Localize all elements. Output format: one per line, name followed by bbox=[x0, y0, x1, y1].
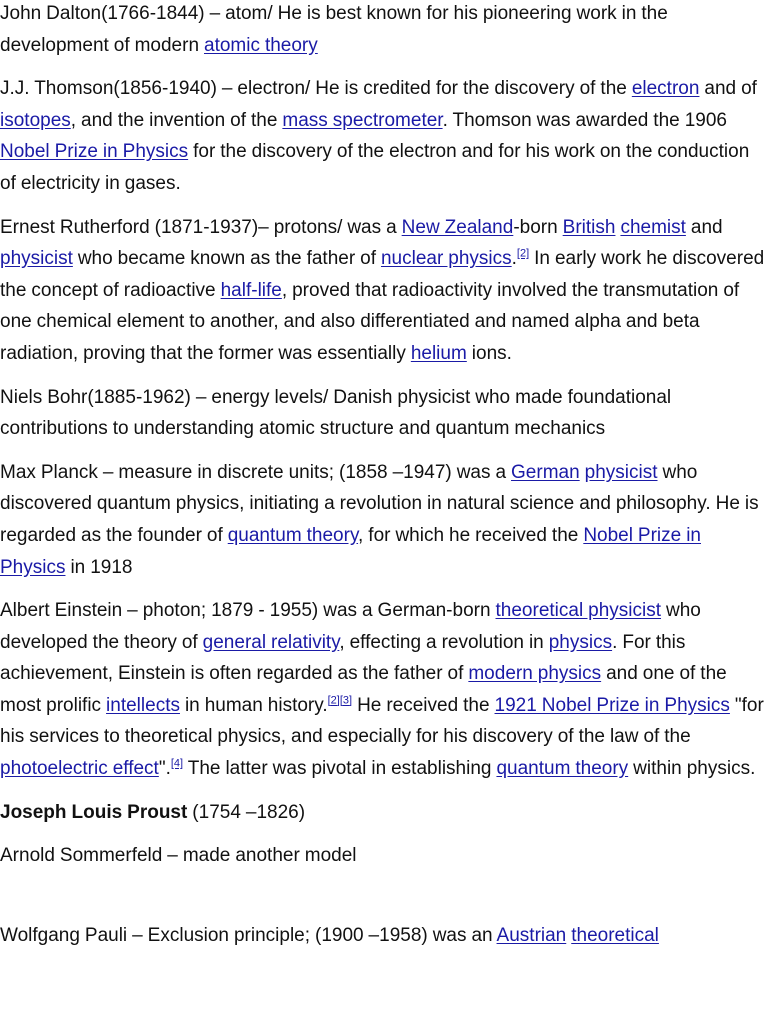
link-nuclear-physics[interactable]: nuclear physics bbox=[380, 248, 512, 270]
link-intellects[interactable]: intellects bbox=[106, 694, 180, 716]
text: and of bbox=[699, 78, 757, 100]
citation-ref bbox=[328, 695, 352, 707]
link-electron[interactable]: electron bbox=[631, 78, 700, 100]
paragraph-bohr bbox=[0, 382, 766, 445]
citation-link[interactable]: [2] bbox=[516, 247, 530, 260]
text: John Dalton(1766-1844) – atom/ He is best known for his pioneering work in the development of modern bbox=[0, 3, 668, 56]
link-physicist[interactable]: physicist bbox=[584, 461, 658, 483]
text: within physics. bbox=[628, 758, 756, 780]
citation-ref bbox=[517, 248, 529, 260]
link-new-zealand[interactable]: New Zealand bbox=[401, 216, 514, 238]
text: (1754 –1826) bbox=[187, 801, 306, 823]
text: . bbox=[511, 248, 517, 270]
link-1921-nobel-prize[interactable]: 1921 Nobel Prize in Physics bbox=[494, 694, 730, 716]
link-austrian[interactable]: Austrian bbox=[496, 924, 567, 946]
link-theoretical-physicist[interactable]: theoretical physicist bbox=[495, 600, 662, 622]
text: -born bbox=[513, 216, 563, 238]
paragraph-dalton bbox=[0, 0, 766, 61]
paragraph-thomson bbox=[0, 73, 766, 199]
link-theoretical[interactable]: theoretical bbox=[571, 924, 659, 946]
citation-link[interactable]: [2] bbox=[327, 694, 340, 707]
text: Arnold Sommerfeld – made another model bbox=[0, 845, 357, 867]
link-photoelectric-effect[interactable]: photoelectric effect bbox=[0, 758, 159, 780]
paragraph-proust bbox=[0, 797, 766, 829]
text: , proved that radioactivity involved the transmutation of one chemical element to another, and also differentiated and named alpha and beta radiation, proving that the former was essentially bbox=[0, 279, 740, 364]
text: J.J. Thomson(1856-1940) – electron/ He is credited for the discovery of the bbox=[0, 78, 632, 100]
text: , for which he received the bbox=[358, 524, 584, 546]
link-nobel-prize-physics[interactable]: Nobel Prize in Physics bbox=[0, 524, 701, 578]
text: in human history. bbox=[179, 694, 328, 716]
text: "for his services to theoretical physics, and especially for his discovery of the law of the bbox=[0, 694, 764, 748]
text: for the discovery of the electron and for his work on the conduction of electricity in gases. bbox=[0, 141, 750, 194]
paragraph-pauli bbox=[0, 920, 766, 952]
text: In early work he discovered the concept of radioactive bbox=[0, 248, 765, 301]
link-nobel-prize-physics[interactable]: Nobel Prize in Physics bbox=[0, 141, 189, 163]
text: The latter was pivotal in establishing bbox=[183, 758, 497, 780]
text: Max Planck – measure in discrete units; (1858 –1947) was a bbox=[0, 461, 512, 483]
text: Wolfgang Pauli – Exclusion principle; (1900 –1958) was an bbox=[0, 924, 497, 946]
link-german[interactable]: German bbox=[511, 461, 580, 483]
link-physics[interactable]: physics bbox=[548, 631, 613, 653]
link-general-relativity[interactable]: general relativity bbox=[202, 631, 340, 653]
link-mass-spectrometer[interactable]: mass spectrometer bbox=[282, 109, 443, 131]
text: , and the invention of the bbox=[70, 109, 283, 131]
text: who became known as the father of bbox=[72, 248, 381, 270]
paragraph-sommerfeld bbox=[0, 840, 766, 872]
text: ions. bbox=[466, 342, 512, 364]
text: Ernest Rutherford (1871-1937)– protons/ was a bbox=[0, 216, 402, 238]
link-isotopes[interactable]: isotopes bbox=[0, 109, 71, 131]
text: Niels Bohr(1885-1962) – energy levels/ Danish physicist who made foundational contributions to understanding atomic structure and quantum mechanics bbox=[0, 386, 672, 440]
paragraph-einstein bbox=[0, 595, 766, 785]
citation-link[interactable]: [3] bbox=[339, 694, 353, 707]
text: . Thomson was awarded the 1906 bbox=[442, 109, 727, 131]
citation-ref bbox=[171, 758, 183, 770]
text: and one of the most prolific bbox=[0, 663, 727, 716]
text: . For this achievement, Einstein is often regarded as the father of bbox=[0, 631, 686, 685]
text: ". bbox=[158, 758, 171, 780]
link-quantum-theory[interactable]: quantum theory bbox=[496, 758, 629, 780]
link-british[interactable]: British bbox=[562, 216, 616, 238]
bold-name: Joseph Louis Proust bbox=[0, 801, 188, 823]
text: and bbox=[685, 216, 723, 238]
link-chemist[interactable]: chemist bbox=[620, 216, 686, 238]
link-half-life[interactable]: half-life bbox=[220, 279, 282, 301]
text: , effecting a revolution in bbox=[339, 631, 549, 653]
link-physicist[interactable]: physicist bbox=[0, 248, 73, 270]
text: He received the bbox=[352, 694, 495, 716]
paragraph-planck bbox=[0, 457, 766, 583]
blank-gap bbox=[0, 884, 766, 920]
text: who discovered quantum physics, initiating a revolution in natural science and philosophy. He is regarded as the founder of bbox=[0, 461, 759, 546]
link-quantum-theory[interactable]: quantum theory bbox=[227, 524, 359, 546]
text: in 1918 bbox=[65, 556, 133, 578]
link-modern-physics[interactable]: modern physics bbox=[468, 663, 602, 685]
paragraph-rutherford bbox=[0, 212, 766, 370]
link-helium[interactable]: helium bbox=[410, 342, 467, 364]
text: Albert Einstein – photon; 1879 - 1955) was a German-born bbox=[0, 600, 496, 622]
text: who developed the theory of bbox=[0, 600, 701, 653]
link-atomic-theory[interactable]: atomic theory bbox=[204, 34, 318, 56]
citation-link[interactable]: [4] bbox=[170, 757, 184, 770]
